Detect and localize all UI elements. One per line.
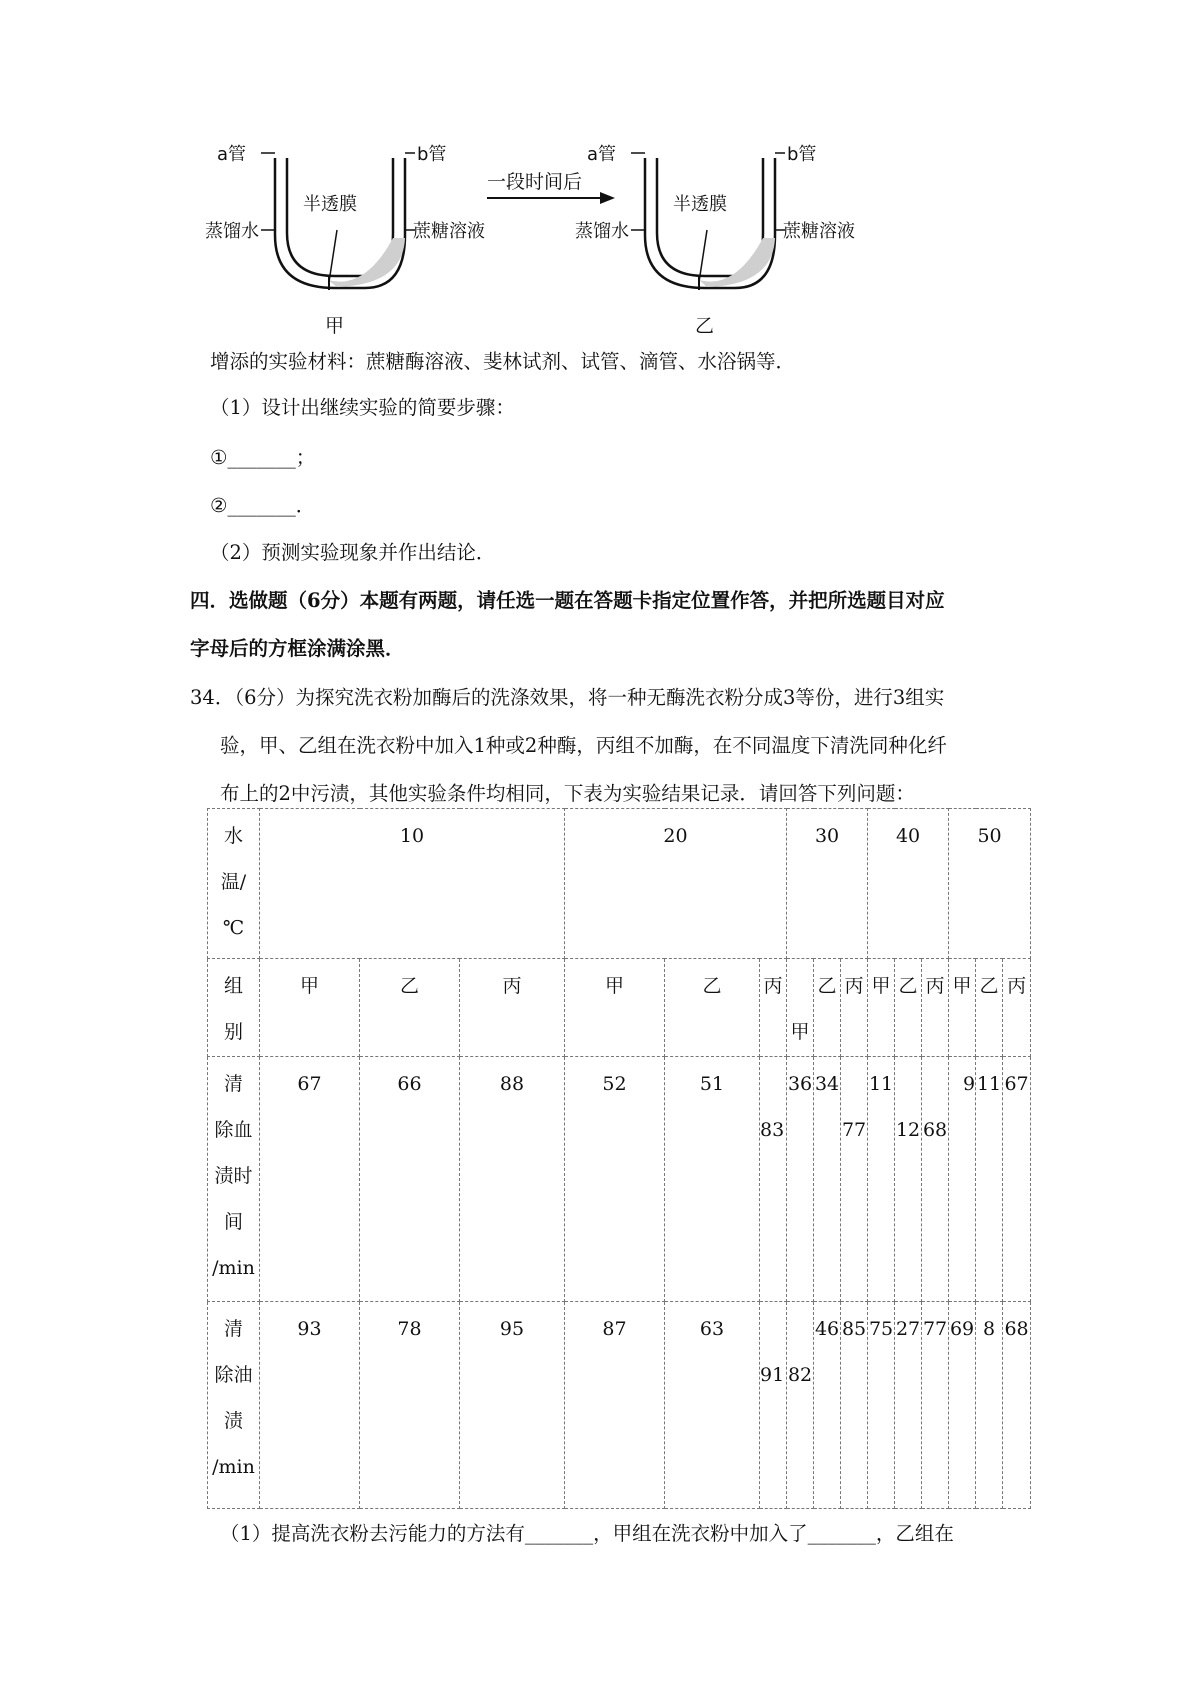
u-tube-yi — [575, 144, 855, 337]
group-row — [208, 959, 1031, 1057]
question-34-part1: （1）提高洗衣粉去污能力的方法有_______，甲组在洗衣粉中加入了_______，乙组在 — [220, 1522, 954, 1545]
temp-row-header — [208, 809, 260, 959]
right-membrane-label: 半透膜 — [673, 194, 727, 215]
oil-cell: 27 — [895, 1302, 922, 1509]
group-cell: 甲 — [565, 959, 665, 1057]
temperature-row — [208, 809, 1031, 959]
left-water-label: 蒸馏水 — [205, 221, 259, 242]
blood-cell: 12 — [895, 1057, 922, 1302]
blood-row-header: 清 除血 渍时 间 /min — [208, 1057, 260, 1302]
oil-cell: 69 — [949, 1302, 976, 1509]
group-cell: 乙 — [895, 959, 922, 1057]
group-cell: 甲 — [260, 959, 360, 1057]
temp-cell: 10 — [260, 809, 565, 959]
blood-cell: 83 — [760, 1057, 787, 1302]
temp-cell: 40 — [868, 809, 949, 959]
temp-header-2: 温/ — [220, 871, 247, 893]
question-34-line3: 布上的2中污渍，其他实验条件均相同，下表为实验结果记录．请回答下列问题： — [220, 782, 915, 805]
blood-cell: 88 — [460, 1057, 565, 1302]
group-cell: 丙 — [460, 959, 565, 1057]
group-cell: 丙 — [922, 959, 949, 1057]
group-cell: 丙 — [841, 959, 868, 1057]
group-cell: 甲 — [868, 959, 895, 1057]
question-34-line1: 34．（6分）为探究洗衣粉加酶后的洗涤效果，将一种无酶洗衣粉分成3等份，进行3组实 — [190, 686, 945, 709]
question-34-line2: 验，甲、乙组在洗衣粉中加入1种或2种酶，丙组不加酶，在不同温度下清洗同种化纤 — [220, 734, 947, 757]
right-caption: 乙 — [695, 315, 715, 337]
oil-cell: 87 — [565, 1302, 665, 1509]
blood-cell: 36 — [787, 1057, 814, 1302]
oil-cell: 95 — [460, 1302, 565, 1509]
osmosis-diagram — [205, 140, 945, 340]
section-4-heading-line1: 四．选做题（6分）本题有两题，请任选一题在答题卡指定位置作答，并把所选题目对应 — [190, 589, 945, 612]
temp-header-1: 水 — [223, 825, 243, 847]
u-tube-jia — [205, 144, 485, 337]
oil-cell: 46 — [814, 1302, 841, 1509]
question-2: （2）预测实验现象并作出结论． — [210, 541, 496, 564]
group-cell: 丙 — [760, 959, 787, 1057]
blood-cell: 67 — [1003, 1057, 1031, 1302]
blood-cell: 34 — [814, 1057, 841, 1302]
arrow-label: 一段时间后 — [487, 171, 583, 193]
question-1: （1）设计出继续实验的简要步骤： — [210, 396, 515, 419]
blood-cell: 68 — [922, 1057, 949, 1302]
blood-cell: 9 — [949, 1057, 976, 1302]
group-cell: 甲 — [787, 959, 814, 1057]
group-cell: 乙 — [814, 959, 841, 1057]
group-cell: 丙 — [1003, 959, 1031, 1057]
left-b-tube-label: b管 — [417, 144, 447, 165]
blood-cell: 66 — [360, 1057, 460, 1302]
oil-cell: 75 — [868, 1302, 895, 1509]
oil-cell: 85 — [841, 1302, 868, 1509]
blood-cell: 51 — [665, 1057, 760, 1302]
oil-cell: 77 — [922, 1302, 949, 1509]
oil-cell: 63 — [665, 1302, 760, 1509]
left-a-tube-label: a管 — [217, 144, 247, 165]
blood-cell: 11 — [868, 1057, 895, 1302]
oil-cell: 91 — [760, 1302, 787, 1509]
temp-cell: 30 — [787, 809, 868, 959]
temp-cell: 20 — [565, 809, 787, 959]
blood-cell: 67 — [260, 1057, 360, 1302]
oil-cell: 68 — [1003, 1302, 1031, 1509]
right-a-tube-label: a管 — [587, 144, 617, 165]
temp-header-3: ℃ — [222, 917, 245, 939]
oil-cell: 8 — [976, 1302, 1003, 1509]
left-caption: 甲 — [325, 315, 345, 337]
left-sucrose-label: 蔗糖溶液 — [413, 221, 485, 242]
oil-cell: 78 — [360, 1302, 460, 1509]
experiment-results-table — [207, 808, 1031, 1509]
blood-stain-row — [208, 1057, 1031, 1302]
oil-cell: 82 — [787, 1302, 814, 1509]
temp-cell: 50 — [949, 809, 1031, 959]
oil-stain-row — [208, 1302, 1031, 1509]
left-membrane-label: 半透膜 — [303, 194, 357, 215]
step-2-blank: ②_______． — [210, 494, 316, 517]
group-cell: 乙 — [665, 959, 760, 1057]
group-row-header: 组 别 — [208, 959, 260, 1057]
blood-cell: 77 — [841, 1057, 868, 1302]
blood-cell: 52 — [565, 1057, 665, 1302]
oil-cell: 93 — [260, 1302, 360, 1509]
right-b-tube-label: b管 — [787, 144, 817, 165]
oil-row-header: 清 除油 渍 /min — [208, 1302, 260, 1509]
section-4-heading-line2: 字母后的方框涂满涂黑． — [190, 637, 405, 660]
step-1-blank: ①_______； — [210, 446, 316, 469]
group-cell: 乙 — [976, 959, 1003, 1057]
group-cell: 甲 — [949, 959, 976, 1057]
materials-line: 增添的实验材料：蔗糖酶溶液、斐林试剂、试管、滴管、水浴锅等． — [210, 350, 796, 373]
right-sucrose-label: 蔗糖溶液 — [783, 221, 855, 242]
right-water-label: 蒸馏水 — [575, 221, 629, 242]
blood-cell: 11 — [976, 1057, 1003, 1302]
time-arrow — [487, 171, 615, 204]
group-cell: 乙 — [360, 959, 460, 1057]
